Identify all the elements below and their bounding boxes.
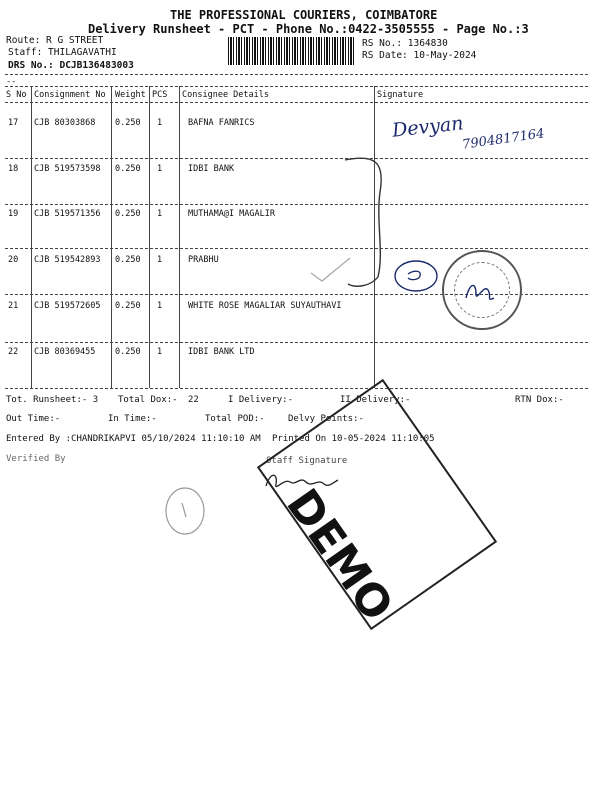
row-consignee: PRABHU bbox=[188, 255, 219, 265]
col-pcs: PCS bbox=[152, 90, 168, 100]
divider bbox=[5, 158, 588, 159]
divider bbox=[5, 74, 588, 75]
rs-date: RS Date: 10-May-2024 bbox=[362, 50, 477, 61]
row-consignee: WHITE ROSE MAGALIAR SUYAUTHAVI bbox=[188, 301, 342, 311]
total-pod: Total POD:- bbox=[205, 414, 265, 424]
row-sno: 20 bbox=[8, 255, 19, 265]
row-sno: 17 bbox=[8, 118, 19, 128]
row-pcs: 1 bbox=[157, 118, 163, 128]
company-title: THE PROFESSIONAL COURIERS, COIMBATORE bbox=[170, 8, 438, 22]
row-weight: 0.250 bbox=[115, 164, 141, 174]
drs-number: DRS No.: DCJB136483003 bbox=[8, 60, 134, 71]
row-weight: 0.250 bbox=[115, 255, 141, 265]
dash-marker: -- bbox=[6, 77, 17, 87]
total-runsheet: Tot. Runsheet:- 3 bbox=[6, 395, 99, 405]
divider bbox=[5, 204, 588, 205]
row-consignment: CJB 519572605 bbox=[34, 301, 101, 311]
row-consignee: MUTHAMA@I MAGALIR bbox=[188, 209, 275, 219]
col-weight: Weight bbox=[115, 90, 146, 100]
col-signature: Signature bbox=[377, 90, 424, 100]
row-weight: 0.250 bbox=[115, 209, 141, 219]
divider bbox=[5, 388, 588, 389]
staff-label: Staff: THILAGAVATHI bbox=[8, 47, 117, 58]
divider bbox=[5, 248, 588, 249]
seal-signature bbox=[462, 278, 498, 306]
row-weight: 0.250 bbox=[115, 118, 141, 128]
row-consignee: BAFNA FANRICS bbox=[188, 118, 255, 128]
row-pcs: 1 bbox=[157, 347, 163, 357]
rtn-dox: RTN Dox:- bbox=[515, 395, 564, 405]
barcode bbox=[228, 37, 354, 65]
handwritten-signature: Devyan bbox=[391, 112, 465, 142]
row-consignment: CJB 519542893 bbox=[34, 255, 101, 265]
row-sno: 22 bbox=[8, 347, 19, 357]
row-pcs: 1 bbox=[157, 301, 163, 311]
printed-on: Printed On 10-05-2024 11:10:05 bbox=[272, 434, 435, 444]
row-weight: 0.250 bbox=[115, 301, 141, 311]
row-sno: 21 bbox=[8, 301, 19, 311]
staff-signature-label: Staff Signature bbox=[266, 456, 348, 466]
total-dox-value: 22 bbox=[188, 395, 199, 405]
demo-stamp: DEMO bbox=[276, 480, 403, 631]
row-sno: 18 bbox=[8, 164, 19, 174]
circled-one bbox=[162, 485, 208, 537]
row-consignee: IDBI BANK LTD bbox=[188, 347, 255, 357]
row-pcs: 1 bbox=[157, 164, 163, 174]
second-delivery: II Delivery:- bbox=[340, 395, 411, 405]
entered-by: Entered By :CHANDRIKAPVI 05/10/2024 11:10:10 AM bbox=[6, 434, 261, 444]
row-consignment: CJB 519571356 bbox=[34, 209, 101, 219]
row-consignment: CJB 519573598 bbox=[34, 164, 101, 174]
runsheet-subtitle: Delivery Runsheet - PCT - Phone No.:0422-3505555 - Page No.:3 bbox=[88, 22, 529, 36]
row-consignee: IDBI BANK bbox=[188, 164, 235, 174]
divider bbox=[5, 102, 588, 103]
row-consignment: CJB 80369455 bbox=[34, 347, 96, 357]
row-sno: 19 bbox=[8, 209, 19, 219]
total-dox-label: Total Dox:- bbox=[118, 395, 178, 405]
row-pcs: 1 bbox=[157, 209, 163, 219]
out-time: Out Time:- bbox=[6, 414, 61, 424]
checkmark-icon bbox=[308, 255, 353, 285]
handwritten-phone: 7904817164 bbox=[461, 126, 546, 153]
first-delivery: I Delivery:- bbox=[228, 395, 294, 405]
divider bbox=[5, 342, 588, 343]
verified-by: Verified By bbox=[6, 454, 66, 464]
rs-number: RS No.: 1364830 bbox=[362, 38, 448, 49]
row-weight: 0.250 bbox=[115, 347, 141, 357]
row-consignment: CJB 80303868 bbox=[34, 118, 96, 128]
in-time: In Time:- bbox=[108, 414, 157, 424]
delivery-points: Delvy Points:- bbox=[288, 414, 364, 424]
row-pcs: 1 bbox=[157, 255, 163, 265]
route-label: Route: R G STREET bbox=[6, 35, 104, 46]
col-sno: S No bbox=[6, 90, 27, 100]
col-consignee: Consignee Details bbox=[182, 90, 269, 100]
divider bbox=[5, 86, 588, 87]
circled-mark bbox=[392, 258, 440, 294]
col-consignment: Consignment No bbox=[34, 90, 106, 100]
